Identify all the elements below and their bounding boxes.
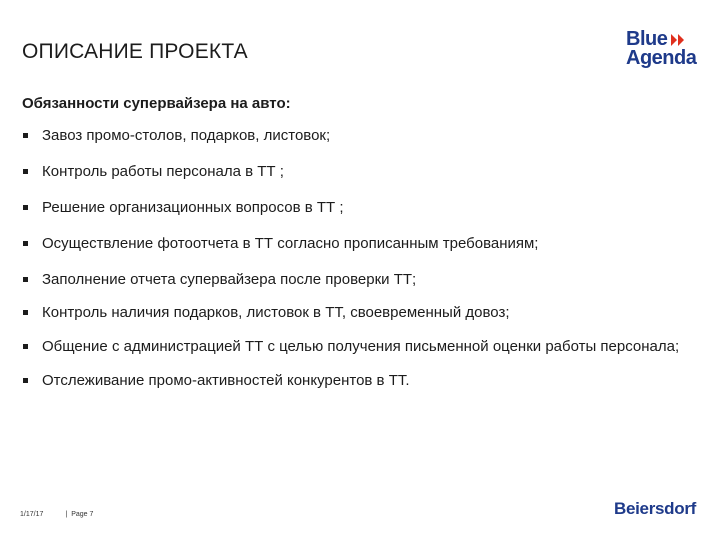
list-item	[22, 271, 682, 289]
blue-agenda-logo	[626, 30, 706, 68]
footer-page	[65, 511, 93, 518]
footer-separator: |	[65, 511, 68, 518]
list-item-text: Контроль работы персонала в ТТ ;	[42, 163, 284, 180]
section-subtitle: Обязанности супервайзера на авто:	[22, 95, 291, 112]
list-item	[22, 199, 682, 217]
bullet-icon	[23, 133, 28, 138]
bullet-icon	[23, 378, 28, 383]
beiersdorf-logo: Beiersdorf	[614, 499, 697, 518]
list-item-text: Осуществление фотоотчета в ТТ согласно прописанным требованиям;	[42, 235, 539, 252]
list-item	[22, 127, 682, 145]
list-item	[22, 338, 682, 356]
page-number: Page 7	[71, 511, 94, 518]
list-item	[22, 304, 682, 322]
list-item-text: Общение с администрацией ТТ с целью получения письменной оценки работы персонала;	[42, 338, 680, 355]
list-item	[22, 235, 682, 253]
logo-line2: Agenda	[626, 47, 697, 69]
footer-date: 1/17/17	[20, 511, 44, 518]
list-item-text: Отслеживание промо-активностей конкурентов в ТТ.	[42, 372, 410, 389]
bullet-icon	[23, 241, 28, 246]
page-title: ОПИСАНИЕ ПРОЕКТА	[22, 40, 248, 63]
list-item-text: Завоз промо-столов, подарков, листовок;	[42, 127, 331, 144]
slide-footer	[20, 511, 93, 518]
list-item-text: Заполнение отчета супервайзера после проверки ТТ;	[42, 271, 417, 288]
list-item	[22, 163, 682, 181]
bullet-icon	[23, 205, 28, 210]
bullet-icon	[23, 344, 28, 349]
double-arrow-icon	[671, 34, 685, 46]
logo-line1: Blue	[626, 28, 668, 50]
list-item-text: Решение организационных вопросов в ТТ ;	[42, 199, 344, 216]
bullet-icon	[23, 277, 28, 282]
list-item-text: Контроль наличия подарков, листовок в ТТ, своевременный довоз;	[42, 304, 510, 321]
bullet-icon	[23, 169, 28, 174]
list-item	[22, 372, 682, 390]
duties-list	[22, 127, 682, 390]
bullet-icon	[23, 310, 28, 315]
